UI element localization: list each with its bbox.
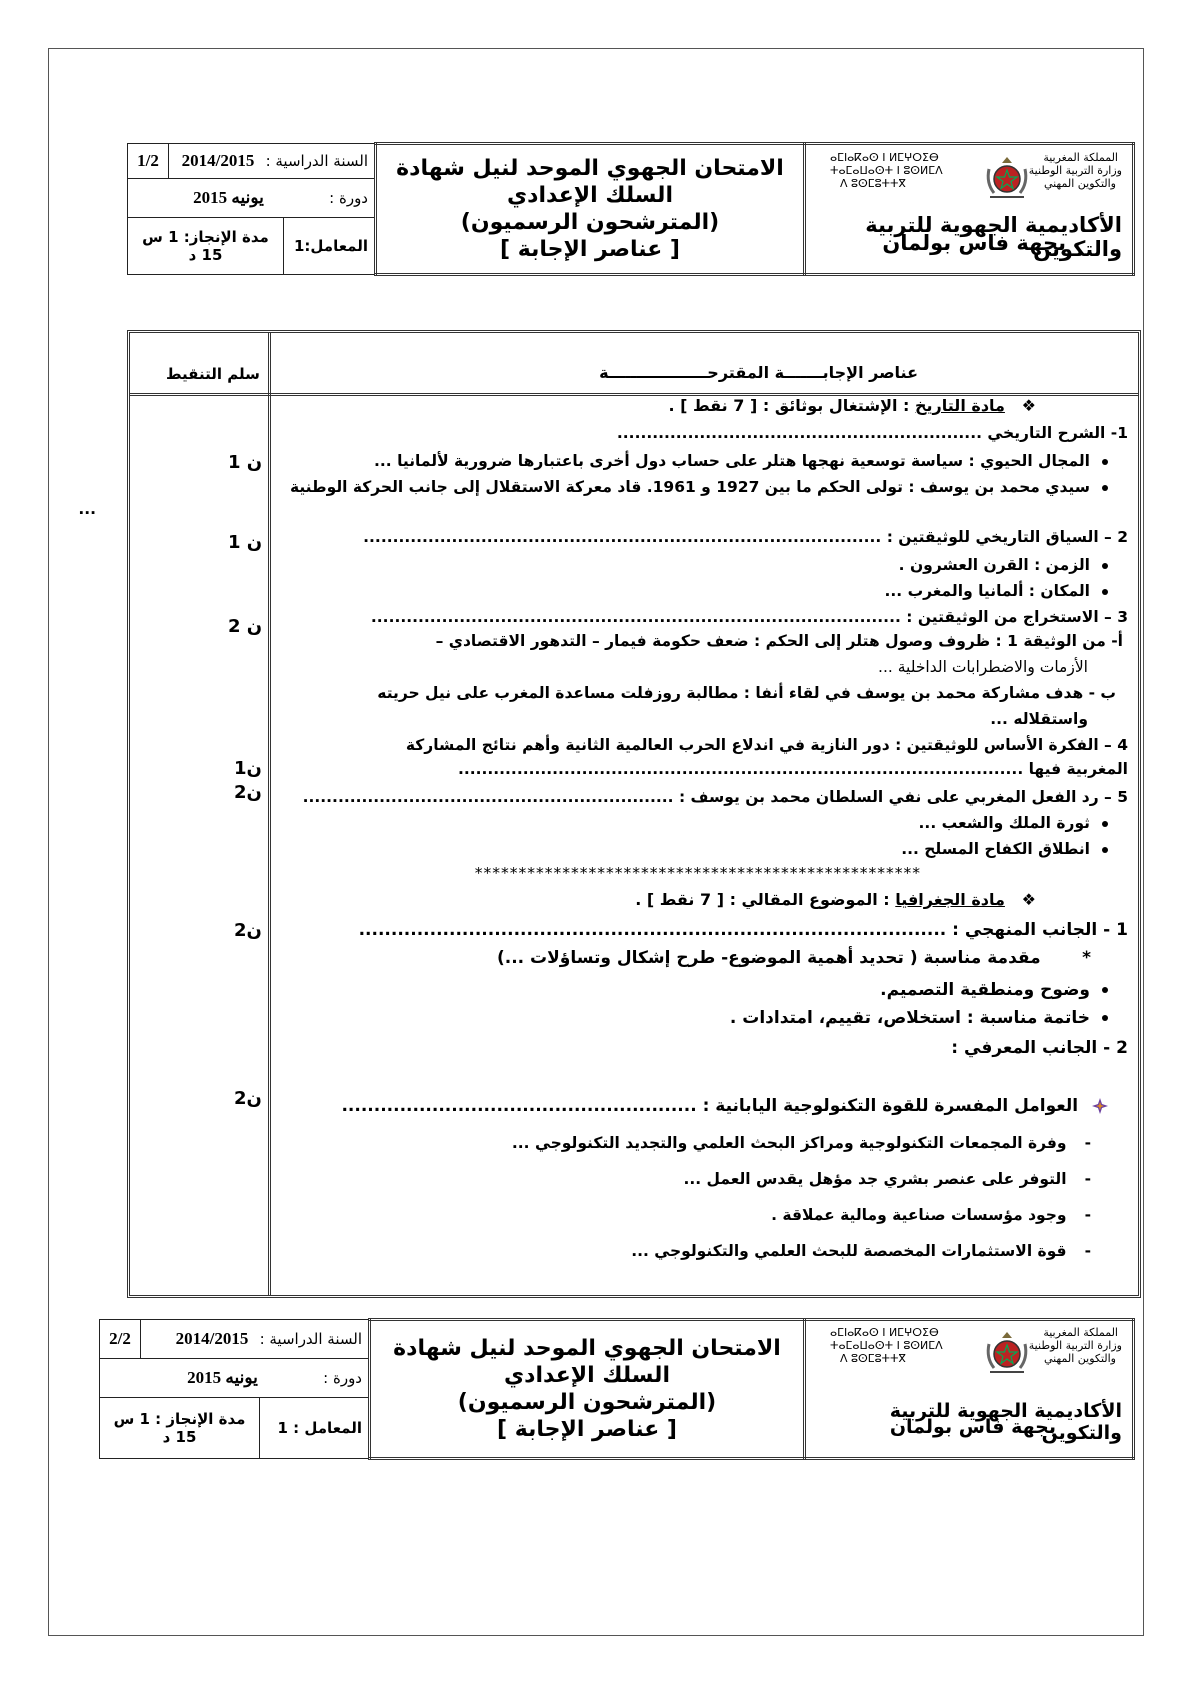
geo-f1: -وفرة المجمعات التكنولوجية ومراكز البحث العلمي والتجديد التكنولوجي ...: [511, 1134, 1091, 1152]
exam-title-2-line-4: [ عناصر الإجابة ]: [497, 1417, 677, 1442]
geo-f4-text: قوة الاستثمارات المخصصة للبحث العلمي والتكنولوجي ...: [631, 1242, 1067, 1260]
geo-p1-b: [880, 980, 1108, 1000]
header-table-1: [127, 142, 1135, 276]
geo-p1-c: [730, 1008, 1108, 1028]
column-header-answers: عناصر الإجابـــــــة المقترحــــــــــــــــــة: [599, 363, 918, 382]
separator-stars: ***************************************************: [474, 864, 921, 882]
tifinagh-text-b3: ⴷ ⵓⵙⵎⵓⵜⵜⴳ: [840, 1352, 906, 1365]
history-q2-b-text: المكان : ألمانيا والمغرب ...: [884, 582, 1090, 600]
tifinagh-text-1: ⴰⵎⵏⴰⴽⴰⵙ ⵏ ⵍⵎⵖⵔⵉⴱ: [830, 151, 939, 164]
academy-region: بجهة فاس بولمان: [882, 231, 1066, 255]
history-q5-a: [919, 814, 1108, 832]
asterisk-bullet: *: [1082, 948, 1091, 968]
history-q5-b: [901, 840, 1108, 858]
exam-title-2-line-2: السلك الإعدادي: [504, 1363, 670, 1388]
header-table-2: [99, 1318, 1135, 1460]
ministry-text: وزارة التربية الوطنية: [1028, 164, 1122, 177]
exam-title-cell: [376, 144, 805, 275]
exam-title-line-2: السلك الإعدادي: [507, 183, 673, 208]
column-divider: [268, 333, 271, 1295]
session-value: يونيه 2015: [193, 188, 264, 207]
score-geo-knowledge: 2ن: [234, 1088, 262, 1109]
year-cell: [169, 144, 376, 179]
geo-factors-text: العوامل المفسرة للقوة التكنولوجية اليابانية : .......................................................: [341, 1096, 1079, 1116]
history-q5: 5 – رد الفعل المغربي على نفي السلطان محمد بن يوسف : ...............................................................: [302, 788, 1128, 806]
history-q1-b-text: سيدي محمد بن يوسف : تولى الحكم ما بين 1927 و 1961. قاد معركة الاستقلال إلى جانب الحركة الوطنية: [289, 478, 1090, 496]
coef-duration-cell-2: [100, 1398, 370, 1459]
history-q5-b-text: انطلاق الكفاح المسلح ...: [901, 840, 1090, 858]
exam-title-cell-2: [370, 1320, 805, 1459]
history-q1-b-cont: ...: [78, 500, 96, 518]
history-q2-a-text: الزمن : القرن العشرون .: [898, 556, 1090, 574]
geo-p1-a: [497, 948, 1091, 968]
geo-f4: -قوة الاستثمارات المخصصة للبحث العلمي والتكنولوجي ...: [631, 1242, 1091, 1260]
geo-subject: مادة الجغرافيا: [895, 890, 1005, 909]
coefficient: المعامل:1: [284, 218, 375, 274]
year-label: السنة الدراسية :: [265, 152, 368, 170]
geo-heading: [635, 890, 1036, 909]
history-q3-b-cont: واستقلاله ...: [990, 710, 1088, 728]
geo-f3-text: وجود مؤسسات صناعية ومالية عملاقة .: [771, 1206, 1067, 1224]
history-q1-a-text: المجال الحيوي : سياسة توسعية نهجها هتلر على حساب دول أخرى باعتبارها ضرورية لألمانيا ...: [374, 452, 1090, 470]
arrow-bullet-icon: [1092, 1098, 1108, 1114]
coef-duration-cell: [128, 218, 376, 275]
coefficient-2: المعامل : 1: [260, 1398, 369, 1458]
session-label: دورة :: [329, 189, 368, 207]
year-label-2: السنة الدراسية :: [259, 1330, 362, 1348]
year-value-2: 2014/2015: [175, 1329, 249, 1348]
page-number: 1/2: [128, 144, 169, 179]
academy-name: الأكاديمية الجهوية للتربية والتكوين: [865, 213, 1122, 261]
tifinagh-text-3: ⴷ ⵓⵙⵎⵓⵜⵜⴳ: [840, 177, 906, 190]
history-q3-a: أ- من الوثيقة 1 : ظروف وصول هتلر إلى الحكم : ضعف حكومة فيمار – التدهور الاقتصادي –: [435, 632, 1123, 650]
history-heading: [669, 396, 1037, 415]
geo-f2: -التوفر على عنصر بشري جد مؤهل يقدس العمل ...: [683, 1170, 1091, 1188]
history-subject: مادة التاريخ: [915, 396, 1005, 415]
geo-factors: [341, 1096, 1108, 1116]
score-q3: 2 ن: [228, 616, 263, 637]
geo-p1-c-text: خاتمة مناسبة : استخلاص، تقييم، امتدادات .: [729, 1008, 1090, 1028]
tifinagh-text-b2: ⵜⴰⵎⴰⵡⴰⵙⵜ ⵏ ⵓⵙⵍⵎⴷ: [830, 1339, 943, 1352]
column-header-scale: سلم التنقيط: [166, 365, 260, 383]
geo-f1-text: وفرة المجمعات التكنولوجية ومراكز البحث العلمي والتجديد التكنولوجي ...: [511, 1134, 1067, 1152]
session-value-2: يونيه 2015: [187, 1368, 258, 1387]
history-q2-b: [885, 582, 1108, 600]
diamond-bullet-icon: ❖: [1021, 890, 1036, 909]
score-q2: 1 ن: [228, 532, 263, 553]
score-q1: 1 ن: [228, 452, 263, 473]
year-cell-2: [141, 1320, 370, 1359]
score-geo-method: 2ن: [234, 920, 262, 941]
geo-p1-b-text: وضوح ومنطقية التصميم.: [880, 980, 1090, 1000]
history-q1: 1- الشرح التاريخي ..............................................................: [616, 424, 1128, 442]
academy-region-2: بجهة فاس بولمان: [889, 1416, 1056, 1438]
history-q1-a: [374, 452, 1108, 470]
exam-title-2-line-1: الامتحان الجهوي الموحد لنيل شهادة: [393, 1336, 781, 1361]
history-q4-cont: المغربية فيها ................................................................................................: [457, 760, 1128, 778]
geo-heading-rest: : الموضوع المقالي : [ 7 نقط ] .: [635, 890, 890, 909]
geo-f2-text: التوفر على عنصر بشري جد مؤهل يقدس العمل ...: [683, 1170, 1067, 1188]
morocco-emblem-icon: [984, 153, 1030, 201]
geo-p2: 2 - الجانب المعرفي :: [951, 1038, 1128, 1058]
history-q5-a-text: ثورة الملك والشعب ...: [918, 814, 1090, 832]
history-q2: 2 – السياق التاريخي للوثيقتين : ........................................................................................: [363, 528, 1128, 546]
academy-name-2: الأكاديمية الجهوية للتربية والتكوين: [889, 1400, 1122, 1444]
ministry-text-2: والتكوين المهني: [1043, 177, 1116, 190]
geo-p1-a-text: مقدمة مناسبة ( تحديد أهمية الموضوع- طرح إشكال وتساؤلات ...): [496, 948, 1041, 968]
kingdom-text: المملكة المغربية: [1043, 151, 1118, 164]
duration-2: مدة الإنجاز : 1 س 15 د: [113, 1410, 246, 1446]
exam-title-line-1: الامتحان الجهوي الموحد لنيل شهادة: [396, 156, 784, 181]
score-q5: 2ن: [234, 782, 262, 803]
logo-cell-2: [805, 1320, 1134, 1459]
history-q1-b: [290, 478, 1108, 496]
history-q3-b: ب - هدف مشاركة محمد بن يوسف في لقاء أنفا : مطالبة روزفلت مساعدة المغرب على نيل حريته: [377, 684, 1116, 702]
exam-title-2-line-3: (المترشحون الرسميون): [457, 1390, 717, 1415]
session-label-2: دورة :: [323, 1369, 362, 1387]
tifinagh-text-2: ⵜⴰⵎⴰⵡⴰⵙⵜ ⵏ ⵓⵙⵍⵎⴷ: [830, 164, 943, 177]
year-value: 2014/2015: [181, 151, 255, 170]
score-q4: 1ن: [234, 758, 262, 779]
session-cell: [128, 179, 376, 218]
history-q3: 3 – الاستخراج من الوثيقتين : ..........................................................................................: [370, 608, 1128, 626]
history-q3-a-cont: الأزمات والاضطرابات الداخلية ...: [878, 658, 1088, 676]
history-heading-rest: : الإشتغال بوثائق : [ 7 نقط ] .: [668, 396, 910, 415]
kingdom-text-2: المملكة المغربية: [1043, 1326, 1118, 1339]
geo-f3: -وجود مؤسسات صناعية ومالية عملاقة .: [771, 1206, 1091, 1224]
diamond-bullet-icon: ❖: [1021, 396, 1036, 415]
morocco-emblem-icon: [984, 1328, 1030, 1376]
duration: مدة الإنجاز: 1 س 15 د: [142, 228, 269, 264]
ministry-text-b: وزارة التربية الوطنية: [1028, 1339, 1122, 1352]
history-q2-a: [899, 556, 1108, 574]
session-cell-2: [100, 1359, 370, 1398]
page-number-2: 2/2: [100, 1320, 141, 1359]
logo-cell: [805, 144, 1134, 275]
history-q4: 4 – الفكرة الأساس للوثيقتين : دور النازية في اندلاع الحرب العالمية الثانية وأهم نتائج المشاركة: [405, 736, 1128, 754]
exam-title-line-3: (المترشحون الرسميون): [460, 210, 720, 235]
ministry-text-b2: والتكوين المهني: [1043, 1352, 1116, 1365]
geo-p1: 1 - الجانب المنهجي : ...........................................................................................: [358, 920, 1128, 940]
tifinagh-text-b1: ⴰⵎⵏⴰⴽⴰⵙ ⵏ ⵍⵎⵖⵔⵉⴱ: [830, 1326, 939, 1339]
exam-title-line-4: [ عناصر الإجابة ]: [500, 237, 680, 262]
